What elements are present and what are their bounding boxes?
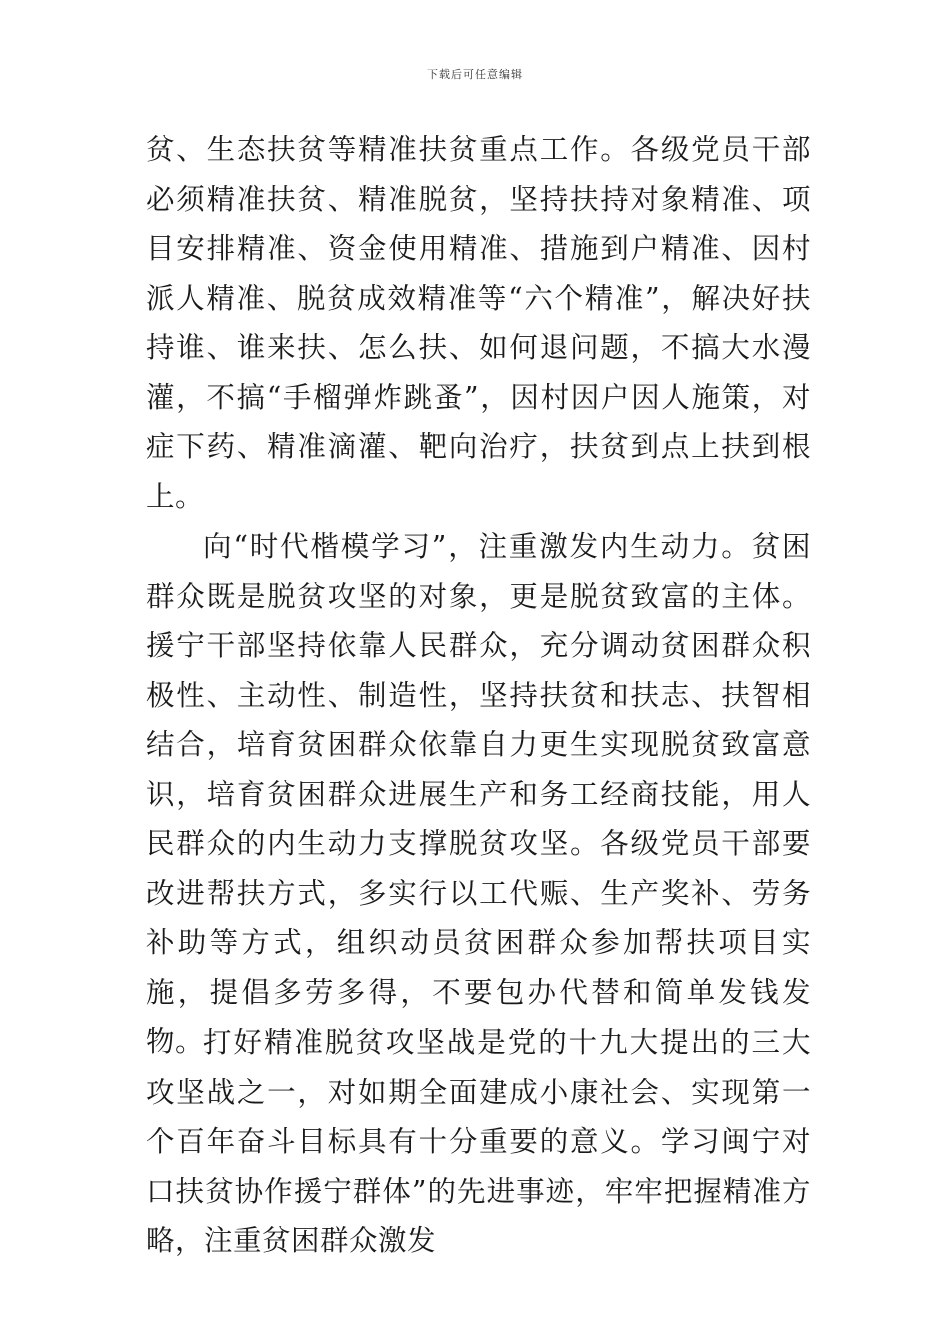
paragraph-2: 向“时代楷模学习”，注重激发内生动力。贫困群众既是脱贫攻坚的对象，更是脱贫致富的主体。援宁干部坚持依靠人民群众，充分调动贫困群众积极性、主动性、制造性，坚持扶贫和扶志、扶智相结合，培育贫困群众依靠自力更生实现脱贫致富意识，培育贫困群众进展生产和务工经商技能，用人民群众的内生动力支撑脱贫攻坚。各级党员干部要改进帮扶方式，多实行以工代赈、生产奖补、劳务补助等方式，组织动员贫困群众参加帮扶项目实施，提倡多劳多得，不要包办代替和简单发钱发物。 [146, 530, 811, 1058]
paragraph-3: 打好精准脱贫攻坚战是党的十九大提出的三大攻坚战之一，对如期全面建成小康社会、实现第一个百年奋斗目标具有十分重要的意义。学习闽宁对口扶贫协作援宁群体”的先进事迹，牢牢把握精准方略，注重贫困群众激发 [146, 1026, 811, 1257]
header-note: 下载后可任意编辑 [427, 68, 523, 81]
paragraph-1: 贫、生态扶贫等精准扶贫重点工作。各级党员干部必须精准扶贫、精准脱贫，坚持扶持对象精准、项目安排精准、资金使用精准、措施到户精准、因村派人精准、脱贫成效精准等“六个精准”，解决好扶持谁、谁来扶、怎么扶、如何退问题，不搞大水漫灌，不搞“手榴弹炸跳蚤”，因村因户因人施策，对症下药、精准滴灌、靶向治疗，扶贫到点上扶到根上。 [146, 133, 811, 513]
